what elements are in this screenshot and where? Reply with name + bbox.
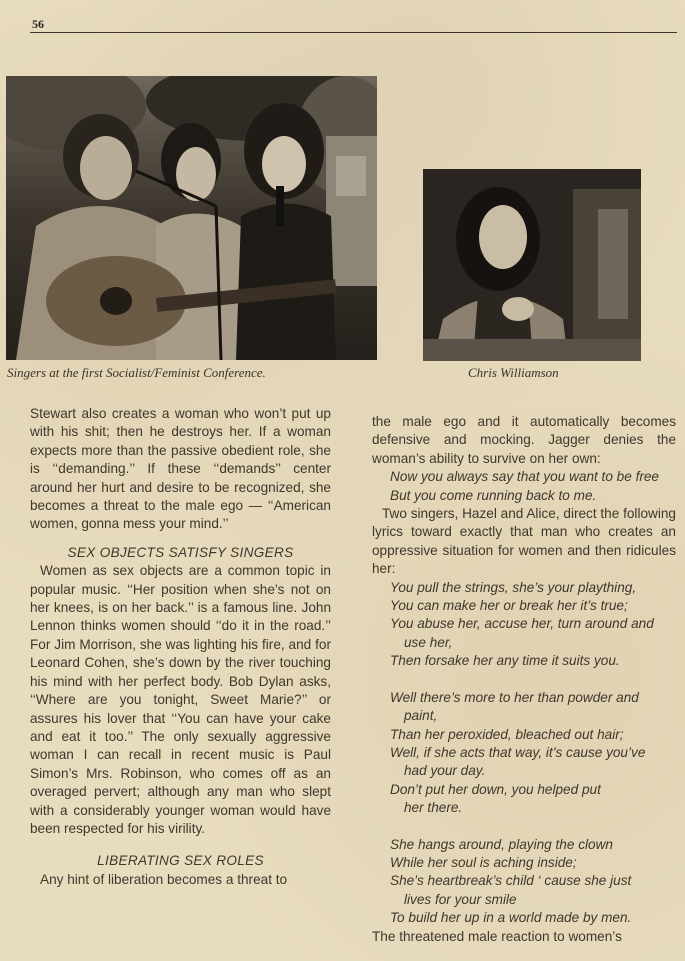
photo-caption-left: Singers at the first Socialist/Feminist Conference. [7, 365, 266, 380]
lyric-line: paint, [404, 708, 438, 724]
lyric-line: You pull the strings, she’s your plaything, [390, 579, 637, 595]
header-rule [30, 32, 677, 33]
lyric-line: lives for your smile [404, 891, 517, 907]
page-number: 56 [32, 17, 44, 31]
lyric-line: To build her up in a world made by men. [390, 910, 632, 926]
lyric-line: While her soul is aching inside; [390, 854, 577, 870]
lyric-line: Than her peroxided, bleached out hair; [390, 726, 624, 742]
article-right-column [372, 413, 676, 946]
lyric-line: She hangs around, playing the clown [390, 836, 613, 852]
paragraph: Two singers, Hazel and Alice, direct the following lyrics toward exactly that man who creates an oppressive situation for women and then ridicules her: [372, 506, 676, 577]
section-heading: LIBERATING SEX ROLES [97, 853, 264, 869]
article-left-column [30, 405, 331, 889]
paragraph: The threatened male reaction to women’s [372, 928, 622, 944]
singers-photo [6, 76, 377, 360]
paragraph: Any hint of liberation becomes a threat to [40, 871, 288, 887]
paragraph: Stewart also creates a woman who won’t put up with his shit; then he destroys her. If a woman expects more than the passive obedient role, she is ‘‘demanding.’’ If these ‘‘demands’’ center around her hurt and desire to be recognized, she becomes a threat to the male ego — ‘‘American women, gonna mess your mind.’’ [30, 406, 331, 532]
lyric-line: You can make her or break her it’s true; [390, 598, 628, 614]
lyric-line: Well there’s more to her than powder and [390, 689, 639, 705]
chris-williamson-photo [423, 169, 641, 361]
lyric-line: use her, [404, 634, 453, 650]
lyric-line: You abuse her, accuse her, turn around and [390, 616, 654, 632]
section-heading: SEX OBJECTS SATISFY SINGERS [67, 544, 294, 560]
lyric-line: Then forsake her any time it suits you. [390, 653, 620, 669]
lyric-line: had your day. [404, 763, 486, 779]
lyric-line: She’s heartbreak’s child ‘ cause she just [390, 873, 632, 889]
lyric-line: Well, if she acts that way, it’s cause you’ve [390, 744, 646, 760]
lyric-line: her there. [404, 800, 463, 816]
paragraph: Women as sex objects are a common topic in popular music. ‘‘Her position when she’s not on her knees, is on her back.’’ is a famous line. John Lennon thinks women should ‘‘do it in the road.’’ For Jim Morrison, she was lighting his fire, and for Leonard Cohen, she’s down by the river touching his mind with her perfect body. Bob Dylan asks, ‘‘Where are you tonight, Sweet Marie?’’ or assures his lover that ‘‘You can have your cake and eat it too.’’ The only sexually aggressive woman I can recall in recent music is Paul Simon’s Mrs. Robinson, who comes off as an overaged pervert; although any man who slept with a considerably younger woman would have been respected for his virility. [30, 563, 331, 836]
photo-caption-right: Chris Williamson [468, 365, 559, 380]
paragraph: the male ego and it automatically becomes defensive and mocking. Jagger denies the woman’s ability to survive on her own: [372, 414, 676, 466]
lyric-line: Don’t put her down, you helped put [390, 781, 601, 797]
lyric-line: Now you always say that you want to be free [390, 469, 659, 485]
lyric-line: But you come running back to me. [390, 487, 597, 503]
